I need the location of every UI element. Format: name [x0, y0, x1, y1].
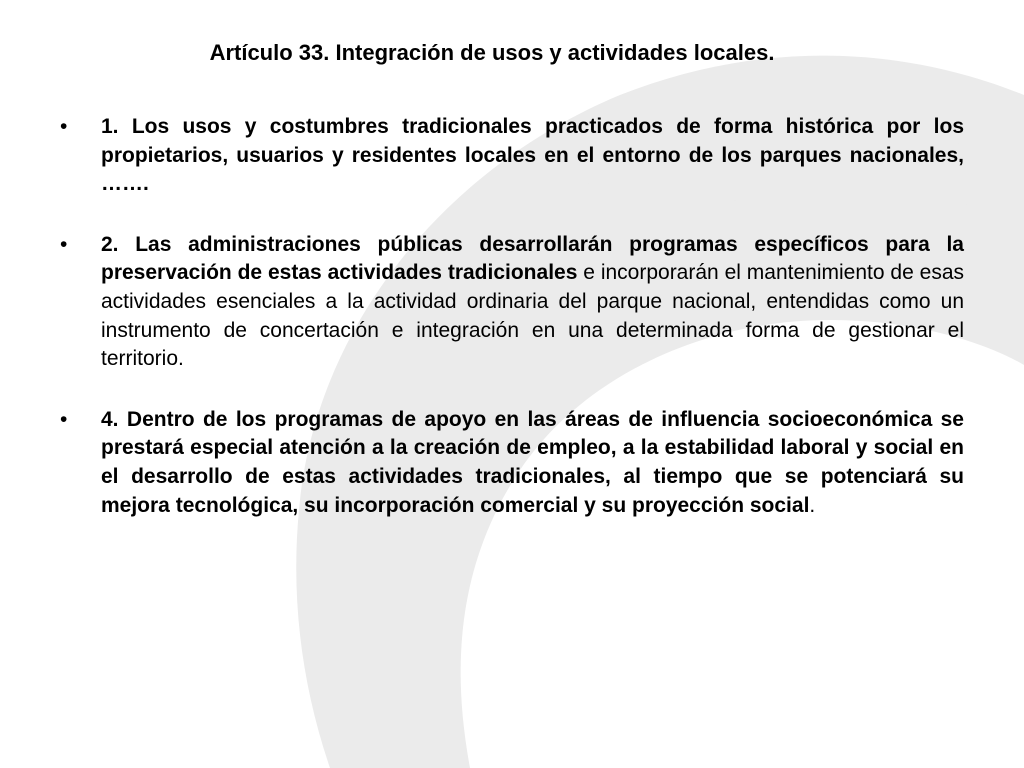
bullet-point-icon: • — [60, 232, 68, 256]
bullet-item-2-bold-text: 2. Las administraciones públicas desarrollarán programas específicos para la preservación de estas actividades tradicionales — [101, 232, 964, 285]
bullet-item-3 — [60, 406, 964, 520]
bullet-item-3-normal-text: . — [809, 493, 816, 517]
bullet-point-icon: • — [60, 407, 68, 431]
slide-title: Artículo 33. Integración de usos y actividades locales. — [209, 40, 775, 65]
bullet-item-2 — [60, 231, 964, 374]
bullet-list — [60, 113, 964, 552]
bullet-item-1 — [60, 113, 964, 199]
bullet-point-icon: • — [60, 115, 68, 138]
bullet-item-2-normal-text: e incorporarán el mantenimiento de esas actividades esenciales a la actividad ordinaria del parque nacional, entendidas como un instrumento de concertación e integración en una determinada forma de gestionar el territorio. — [101, 261, 965, 371]
bullet-item-1-bold-text: 1. Los usos y costumbres tradicionales practicados de forma histórica por los propietarios, usuarios y residentes locales en el entorno de los parques nacionales, ……. — [101, 115, 964, 196]
bullet-item-3-bold-text: 4. Dentro de los programas de apoyo en las áreas de influencia socioeconómica se prestará especial atención a la creación de empleo, a la estabilidad laboral y social en el desarrollo de estas actividades tradicionales, al tiempo que se potenciará su mejora tecnológica, su incorporación comercial y su proyección social — [101, 407, 964, 517]
